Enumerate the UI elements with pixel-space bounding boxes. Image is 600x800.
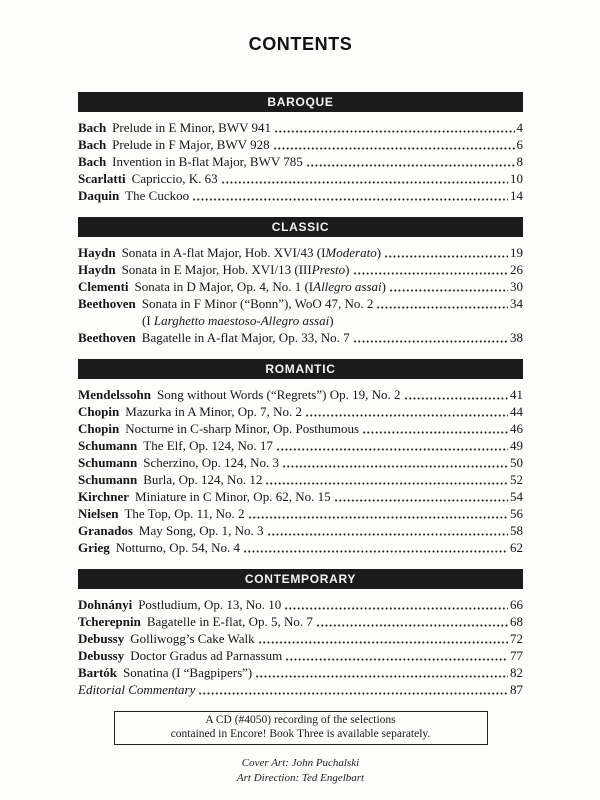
- piece-title-italic: Presto: [311, 262, 346, 277]
- toc-entry: [78, 471, 523, 488]
- page-number: 6: [516, 137, 523, 152]
- composer-name: Bach: [78, 137, 107, 152]
- dot-leader: [384, 255, 508, 258]
- toc-entry: [78, 613, 523, 630]
- page-number: 66: [510, 597, 523, 612]
- page-number: 38: [510, 330, 523, 345]
- dot-leader: [273, 147, 515, 150]
- composer-name: Debussy: [78, 648, 125, 663]
- toc-entry: [78, 261, 523, 278]
- piece-title: Invention in B-flat Major, BWV 785: [112, 154, 303, 169]
- dot-leader: [267, 533, 509, 536]
- toc-entry: [78, 244, 523, 261]
- dot-leader: [192, 198, 508, 201]
- page-title: CONTENTS: [248, 34, 353, 54]
- cover-art-credit: Cover Art: John Puchalski: [241, 757, 360, 769]
- page-number: 50: [510, 455, 523, 470]
- section-romantic: [78, 359, 523, 556]
- page-number: 10: [510, 171, 523, 186]
- piece-title: Capriccio, K. 63: [131, 171, 218, 186]
- composer-name: Kirchner: [78, 489, 130, 504]
- section-bar-romantic: ROMANTIC: [78, 359, 523, 379]
- piece-title: Sonata in F Minor (“Bonn”), WoO 47, No. 2: [141, 296, 374, 311]
- composer-name: Bartók: [78, 665, 117, 680]
- page-number: 87: [510, 682, 523, 697]
- section-entries-baroque: [78, 119, 523, 204]
- toc-entry: [78, 664, 523, 681]
- composer-name: Grieg: [78, 540, 110, 555]
- dot-leader: [353, 272, 509, 275]
- composer-name: Bach: [78, 120, 107, 135]
- section-entries-contemporary: [78, 596, 523, 698]
- piece-title: Song without Words (“Regrets”) Op. 19, No. 2: [156, 387, 401, 402]
- page-number: 19: [510, 245, 523, 260]
- continuation-prefix: (I: [142, 313, 154, 328]
- page-number: 58: [510, 523, 523, 538]
- dot-leader: [362, 431, 508, 434]
- dot-leader: [353, 340, 508, 343]
- toc-entry: [78, 119, 523, 136]
- dot-leader: [274, 130, 514, 133]
- toc-entry: [78, 505, 523, 522]
- page-number: 44: [510, 404, 523, 419]
- piece-title: Bagatelle in A-flat Major, Op. 33, No. 7: [141, 330, 350, 345]
- page-number: 41: [510, 387, 523, 402]
- piece-title: Scherzino, Op. 124, No. 3: [143, 455, 280, 470]
- composer-name: Bach: [78, 154, 107, 169]
- page-number: 54: [510, 489, 523, 504]
- piece-title: Burla, Op. 124, No. 12: [143, 472, 263, 487]
- composer-name: Beethoven: [78, 330, 136, 345]
- composer-name: Nielsen: [78, 506, 119, 521]
- dot-leader: [284, 607, 508, 610]
- composer-name: Daquin: [78, 188, 120, 203]
- dot-leader: [389, 289, 508, 292]
- page-number: 49: [510, 438, 523, 453]
- composer-name: Chopin: [78, 421, 120, 436]
- composer-name: Chopin: [78, 404, 120, 419]
- page-number: 8: [516, 154, 523, 169]
- piece-title-italic: Allegro assai: [313, 279, 382, 294]
- piece-title: Sonata in D Major, Op. 4, No. 1 (I: [134, 279, 314, 294]
- piece-title: Notturno, Op. 54, No. 4: [115, 540, 240, 555]
- page-number: 77: [510, 648, 523, 663]
- composer-name: Schumann: [78, 472, 138, 487]
- toc-entry: [78, 454, 523, 471]
- section-baroque: [78, 92, 523, 204]
- toc-entry: [78, 596, 523, 613]
- page-number: 30: [510, 279, 523, 294]
- toc-entry-continuation: [78, 312, 523, 329]
- section-bar-baroque: BAROQUE: [78, 92, 523, 112]
- toc-entry: [78, 329, 523, 346]
- page-number: 68: [510, 614, 523, 629]
- composer-name: Debussy: [78, 631, 125, 646]
- composer-name: Clementi: [78, 279, 129, 294]
- dot-leader: [282, 465, 508, 468]
- composer-name: Haydn: [78, 262, 116, 277]
- section-bar-contemporary: CONTEMPORARY: [78, 569, 523, 589]
- dot-leader: [316, 624, 508, 627]
- section-contemporary: [78, 569, 523, 698]
- continuation-italic: Larghetto maestoso-Allegro assai: [153, 313, 330, 328]
- dot-leader: [221, 181, 508, 184]
- toc-entry: [78, 437, 523, 454]
- dot-leader: [305, 414, 508, 417]
- page-number: 52: [510, 472, 523, 487]
- toc-entry: [78, 488, 523, 505]
- piece-title: Nocturne in C-sharp Minor, Op. Posthumous: [125, 421, 360, 436]
- piece-title: Bagatelle in E-flat, Op. 5, No. 7: [146, 614, 313, 629]
- composer-name: Dohnányi: [78, 597, 133, 612]
- dot-leader: [376, 306, 508, 309]
- piece-title: Sonatina (I “Bagpipers”): [123, 665, 253, 680]
- toc-entry: [78, 170, 523, 187]
- piece-title: Miniature in C Minor, Op. 62, No. 15: [135, 489, 331, 504]
- dot-leader: [334, 499, 508, 502]
- composer-name: Granados: [78, 523, 133, 538]
- dot-leader: [258, 641, 508, 644]
- page-number: 4: [516, 120, 523, 135]
- piece-title: Postludium, Op. 13, No. 10: [138, 597, 282, 612]
- page-number: 14: [510, 188, 523, 203]
- piece-title: Sonata in A-flat Major, Hob. XVI/43 (I: [121, 245, 326, 260]
- toc-entry: [78, 539, 523, 556]
- toc-entry: [78, 681, 523, 698]
- toc-entry: [78, 630, 523, 647]
- dot-leader: [198, 692, 508, 695]
- piece-title: Doctor Gradus ad Parnassum: [130, 648, 283, 663]
- dot-leader: [243, 550, 508, 553]
- toc-entry: [78, 420, 523, 437]
- piece-title: Mazurka in A Minor, Op. 7, No. 2: [125, 404, 302, 419]
- page-number: 34: [510, 296, 523, 311]
- page-number: 72: [510, 631, 523, 646]
- toc-entry: [78, 153, 523, 170]
- toc-entry: [78, 647, 523, 664]
- piece-title: May Song, Op. 1, No. 3: [138, 523, 264, 538]
- toc-entry: [78, 386, 523, 403]
- piece-title: The Top, Op. 11, No. 2: [124, 506, 245, 521]
- toc-entry: [78, 278, 523, 295]
- cd-note-line2: contained in Encore! Book Three is available separately.: [170, 727, 431, 740]
- piece-title: Sonata in E Major, Hob. XVI/13 (III: [121, 262, 312, 277]
- credits: [78, 756, 523, 786]
- composer-name: Schumann: [78, 438, 138, 453]
- piece-title-suffix: ): [381, 279, 386, 294]
- dot-leader: [276, 448, 508, 451]
- toc-entry: [78, 187, 523, 204]
- page-number: 26: [510, 262, 523, 277]
- piece-title: The Elf, Op. 124, No. 17: [143, 438, 273, 453]
- section-classic: [78, 217, 523, 346]
- page-number: 46: [510, 421, 523, 436]
- section-bar-classic: CLASSIC: [78, 217, 523, 237]
- toc-entry: [78, 522, 523, 539]
- section-entries-classic: [78, 244, 523, 346]
- piece-title: Golliwogg’s Cake Walk: [130, 631, 255, 646]
- piece-title-suffix: ): [376, 245, 382, 260]
- composer-name: Beethoven: [78, 296, 136, 311]
- composer-name: Tcherepnin: [78, 614, 141, 629]
- page-number: 56: [510, 506, 523, 521]
- dot-leader: [285, 658, 508, 661]
- toc-entry: [78, 403, 523, 420]
- toc-entry: [78, 295, 523, 312]
- cd-note-line1: A CD (#4050) recording of the selections: [205, 714, 396, 726]
- piece-title: Prelude in E Minor, BWV 941: [112, 120, 272, 135]
- composer-name: Scarlatti: [78, 171, 126, 186]
- dot-leader: [404, 397, 509, 400]
- piece-title-italic: Editorial Commentary: [78, 682, 196, 697]
- dot-leader: [248, 516, 508, 519]
- dot-leader: [255, 675, 508, 678]
- continuation-suffix: ): [329, 313, 334, 328]
- piece-title-italic: Moderato: [325, 245, 377, 260]
- art-direction-credit: Art Direction: Ted Engelbart: [236, 772, 365, 784]
- page-number: 62: [510, 540, 523, 555]
- piece-title-suffix: ): [345, 262, 350, 277]
- composer-name: Mendelssohn: [78, 387, 151, 402]
- cd-availability-note: [114, 711, 488, 745]
- dot-leader: [265, 482, 508, 485]
- piece-title: The Cuckoo: [125, 188, 190, 203]
- composer-name: Haydn: [78, 245, 116, 260]
- section-entries-romantic: [78, 386, 523, 556]
- piece-title: Prelude in F Major, BWV 928: [112, 137, 270, 152]
- toc-entry: [78, 136, 523, 153]
- composer-name: Schumann: [78, 455, 138, 470]
- dot-leader: [306, 164, 515, 167]
- page-number: 82: [510, 665, 523, 680]
